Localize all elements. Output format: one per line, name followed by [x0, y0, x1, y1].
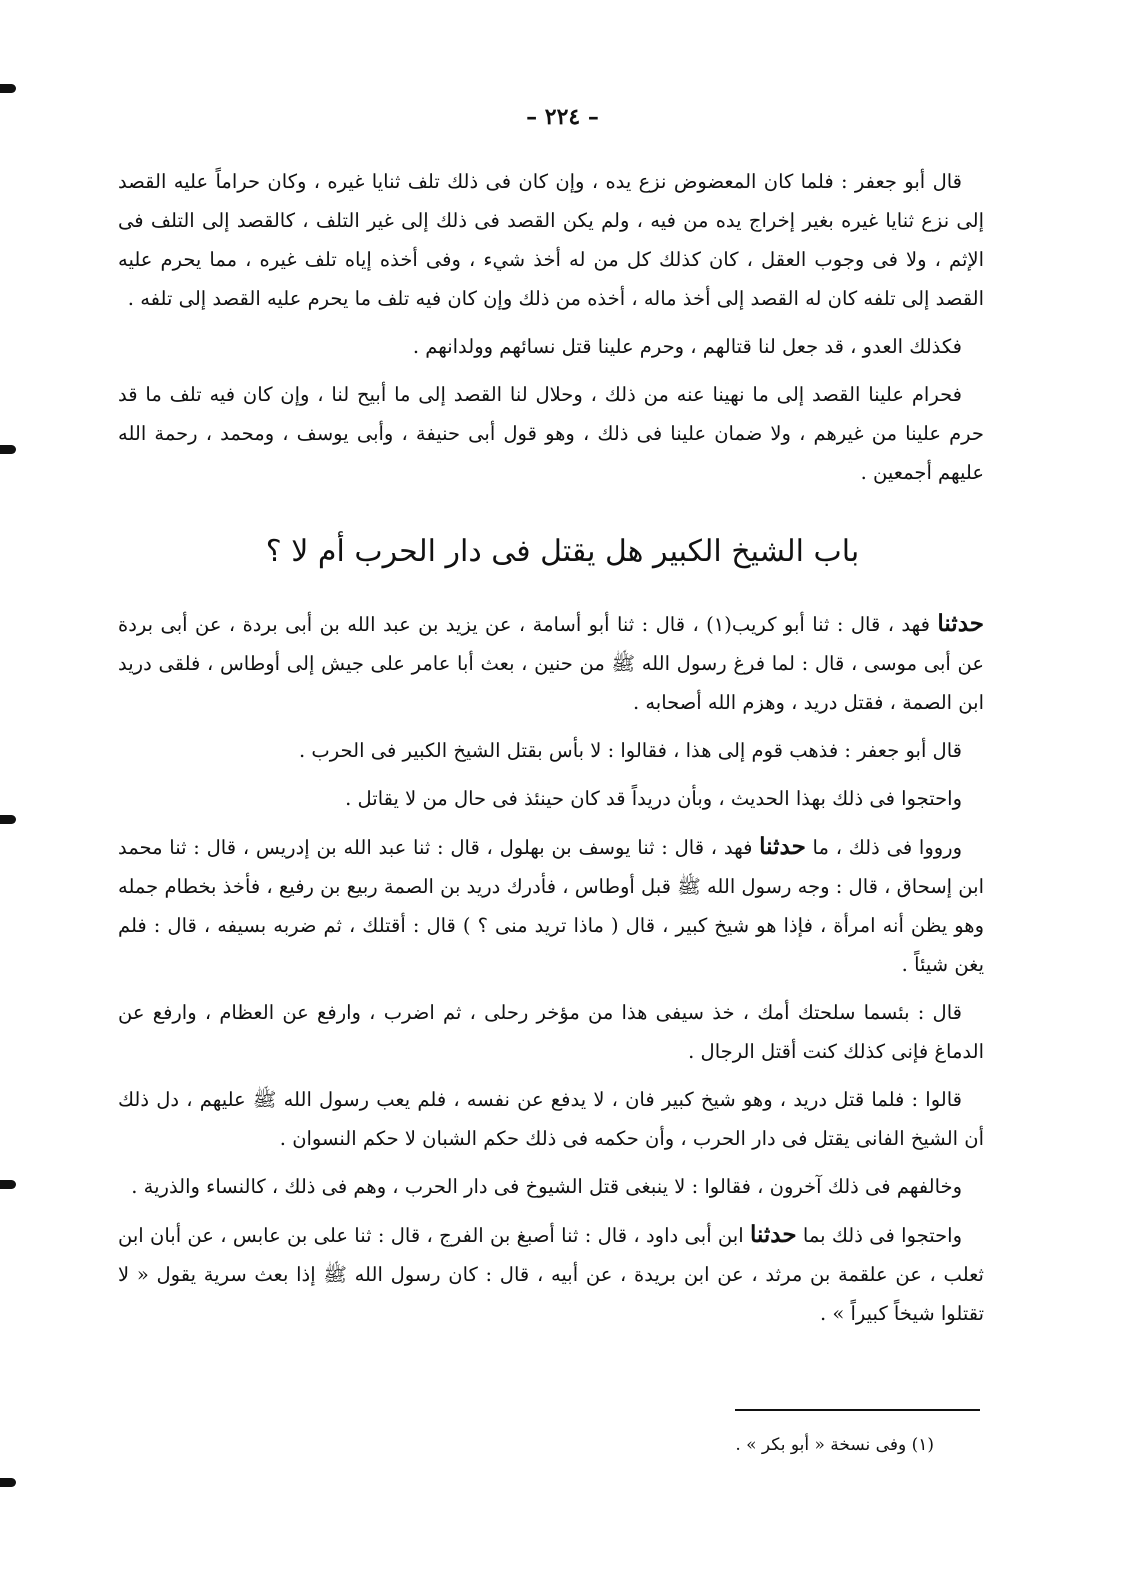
scan-edge-mark: [0, 1478, 16, 1487]
hadith-intro: واحتجوا فى ذلك بما: [796, 1224, 963, 1247]
hadith-text: فهد ، قال : ثنا أبو كريب(١) ، قال : ثنا أبو أسامة ، عن يزيد بن عبد الله بن أبى بردة ، عن أبى بردة عن أبى موسى ، قال : لما فرغ رسول الله ﷺ من حنين ، بعث أبا عامر على جيش إلى أوطاس ، فلقى دريد ابن الصمة ، فقتل دريد ، وهزم الله أصحابه .: [118, 613, 984, 714]
scan-edge-mark: [0, 1180, 16, 1189]
hadith-paragraph: [118, 1215, 984, 1333]
hadith-intro: ورووا فى ذلك ، ما: [805, 836, 962, 859]
chapter-body: [118, 604, 984, 1342]
opening-text: [118, 162, 984, 501]
footnote: (١) وفى نسخة « أبو بكر » .: [735, 1435, 934, 1455]
hadith-lead-word: حدثنا: [937, 610, 984, 637]
page-number: – ٢٢٤ –: [526, 104, 599, 130]
footnote-divider: [735, 1409, 980, 1411]
chapter-heading: باب الشيخ الكبير هل يقتل فى دار الحرب أم لا ؟: [265, 534, 860, 569]
paragraph: قال : بئسما سلحتك أمك ، خذ سيفى هذا من مؤخر رحلى ، ثم اضرب ، وارفع عن العظام ، وارفع عن الدماغ فإنى كذلك كنت أقتل الرجال .: [118, 1001, 984, 1063]
hadith-paragraph: [118, 604, 984, 722]
scan-edge-mark: [0, 84, 16, 93]
paragraph: وخالفهم فى ذلك آخرون ، فقالوا : لا ينبغى قتل الشيوخ فى دار الحرب ، وهم فى ذلك ، كالنساء والذرية .: [131, 1175, 962, 1198]
hadith-lead-word: حدثنا: [759, 833, 806, 860]
paragraph: فحرام علينا القصد إلى ما نهينا عنه من ذلك ، وحلال لنا القصد إلى ما أبيح لنا ، وإن كان فيه تلف ما قد حرم علينا من غيرهم ، ولا ضمان علينا فى ذلك ، وهو قول أبى حنيفة ، وأبى يوسف ، ومحمد ، رحمة الله عليهم أجمعين .: [118, 383, 984, 484]
paragraph: قالوا : فلما قتل دريد ، وهو شيخ كبير فان ، لا يدفع عن نفسه ، فلم يعب رسول الله ﷺ عليهم ، دل ذلك أن الشيخ الفانى يقتل فى دار الحرب ، وأن حكمه فى ذلك حكم الشبان لا حكم النسوان .: [118, 1088, 984, 1150]
paragraph: واحتجوا فى ذلك بهذا الحديث ، وبأن دريداً قد كان حينئذ فى حال من لا يقاتل .: [345, 787, 962, 810]
hadith-text: فهد ، قال : ثنا يوسف بن بهلول ، قال : ثنا عبد الله بن إدريس ، قال : ثنا محمد ابن إسحاق ، قال : وجه رسول الله ﷺ قبل أوطاس ، فأدرك دريد بن الصمة ربيع بن رفيع ، فأخذ بخطام جمله وهو يظن أنه امرأة ، فإذا هو شيخ كبير ، قال ( ماذا تريد منى ؟ ) قال : أقتلك ، ثم ضربه بسيفه ، قال : فلم يغن شيئاً .: [118, 836, 984, 976]
paragraph: قال أبو جعفر : فلما كان المعضوض نزع يده ، وإن كان فى ذلك تلف ثنايا غيره ، وكان حراماً عليه القصد إلى نزع ثنايا غيره بغير إخراج يده من فيه ، ولم يكن القصد فى ذلك إلى غير التلف ، كالقصد إلى التلف فى الإثم ، ولا فى وجوب العقل ، كان كذلك كل من له أخذ شيء ، وفى أخذه إياه تلف غيره ، مما يحرم عليه القصد إلى تلفه كان له القصد إلى أخذ ماله ، أخذه من ذلك وإن كان فيه تلف ما يحرم عليه القصد إلى تلفه .: [118, 170, 984, 310]
scan-edge-mark: [0, 445, 16, 454]
scan-edge-mark: [0, 815, 16, 824]
hadith-lead-word: حدثنا: [749, 1221, 797, 1248]
paragraph: قال أبو جعفر : فذهب قوم إلى هذا ، فقالوا : لا بأس بقتل الشيخ الكبير فى الحرب .: [299, 739, 962, 762]
hadith-text: ابن أبى داود ، قال : ثنا أصبغ بن الفرج ، قال : ثنا على بن عابس ، عن أبان ابن ثعلب ، عن علقمة بن مرثد ، عن ابن بريدة ، عن أبيه ، قال : كان رسول الله ﷺ إذا بعث سرية يقول « لا تقتلوا شيخاً كبيراً » .: [118, 1224, 984, 1325]
paragraph: فكذلك العدو ، قد جعل لنا قتالهم ، وحرم علينا قتل نسائهم وولدانهم .: [412, 335, 962, 358]
hadith-paragraph: [118, 827, 984, 984]
